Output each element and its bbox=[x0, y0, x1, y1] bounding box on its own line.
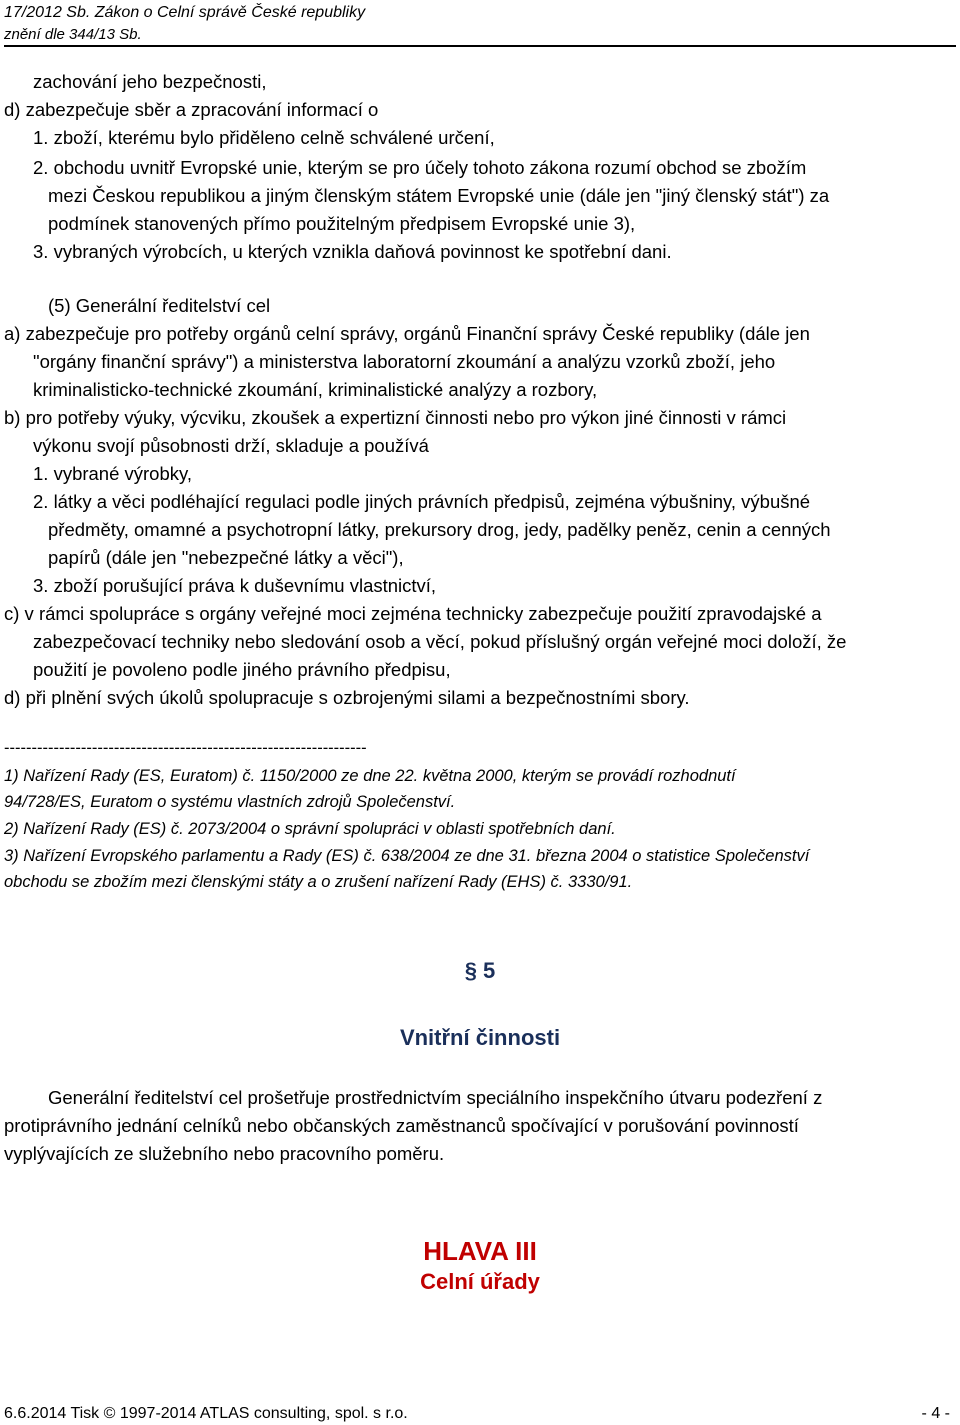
text-line: b) pro potřeby výuky, výcviku, zkoušek a expertizní činnosti nebo pro výkon jiné činnosti v rámci bbox=[4, 407, 787, 428]
footnote-1: 1) Nařízení Rady (ES, Euratom) č. 1150/2000 ze dne 22. května 2000, kterým se provádí rozhodnutí bbox=[4, 767, 736, 785]
document-title: 17/2012 Sb. Zákon o Celní správě České republiky bbox=[4, 4, 366, 21]
page-number: - 4 - bbox=[921, 1405, 950, 1422]
footer-print-info: 6.6.2014 Tisk © 1997-2014 ATLAS consulting, spol. s r.o. bbox=[4, 1405, 408, 1422]
text-line: a) zabezpečuje pro potřeby orgánů celní správy, orgánů Finanční správy České republiky (dále jen bbox=[4, 323, 810, 344]
text-line: kriminalisticko-technické zkoumání, kriminalistické analýzy a rozbory, bbox=[33, 379, 598, 400]
text-line: vyplývajících ze služebního nebo pracovního poměru. bbox=[4, 1143, 445, 1164]
text-line: zabezpečovací techniky nebo sledování osob a věcí, pokud příslušný orgán veřejné moci doloží, že bbox=[33, 631, 847, 652]
chapter-subtitle: Celní úřady bbox=[420, 1269, 540, 1294]
text-line: Generální ředitelství cel prošetřuje prostřednictvím speciálního inspekčního útvaru podezření z bbox=[48, 1087, 823, 1108]
text-line: 3. zboží porušující práva k duševnímu vlastnictví, bbox=[33, 575, 437, 596]
text-line: použití je povoleno podle jiného právního předpisu, bbox=[33, 659, 451, 680]
footnote-3-cont: obchodu se zbožím mezi členskými státy a o zrušení nařízení Rady (EHS) č. 3330/91. bbox=[4, 873, 633, 891]
text-line: podmínek stanovených přímo použitelným předpisem Evropské unie 3), bbox=[48, 213, 636, 234]
footnote-1-cont: 94/728/ES, Euratom o systému vlastních zdrojů Společenství. bbox=[4, 793, 456, 811]
text-line: "orgány finanční správy") a ministerstva laboratorní zkoumání a analýzu vzorků zboží, jeho bbox=[33, 351, 776, 372]
text-line: d) zabezpečuje sběr a zpracování informací o bbox=[4, 99, 379, 120]
footnote-2: 2) Nařízení Rady (ES) č. 2073/2004 o správní spolupráci v oblasti spotřebních daní. bbox=[4, 820, 616, 838]
text-line: mezi Českou republikou a jiným členským státem Evropské unie (dále jen "jiný členský stát") za bbox=[48, 185, 830, 206]
text-line: 1. zboží, kterému bylo přiděleno celně schválené určení, bbox=[33, 127, 495, 148]
text-line: výkonu svojí působnosti drží, skladuje a používá bbox=[33, 435, 429, 456]
text-line: 1. vybrané výrobky, bbox=[33, 463, 193, 484]
footnote-3: 3) Nařízení Evropského parlamentu a Rady (ES) č. 638/2004 ze dne 31. března 2004 o statistice Společenství bbox=[4, 847, 810, 865]
text-line: papírů (dále jen "nebezpečné látky a věci"), bbox=[48, 547, 404, 568]
page-header bbox=[4, 4, 956, 48]
document-version: znění dle 344/13 Sb. bbox=[4, 26, 142, 43]
text-line: d) při plnění svých úkolů spolupracuje s ozbrojenými silami a bezpečnostními sbory. bbox=[4, 687, 690, 708]
header-rule bbox=[4, 45, 956, 47]
text-line: předměty, omamné a psychotropní látky, prekursory drog, jedy, padělky peněz, cenin a cenných bbox=[48, 519, 831, 540]
text-line: 2. obchodu uvnitř Evropské unie, kterým se pro účely tohoto zákona rozumí obchod se zbožím bbox=[33, 157, 807, 178]
section-title: Vnitřní činnosti bbox=[399, 1025, 561, 1050]
text-line: c) v rámci spolupráce s orgány veřejné moci zejména technicky zabezpečuje použití zpravodajské a bbox=[4, 603, 822, 624]
text-line: zachování jeho bezpečnosti, bbox=[33, 71, 267, 92]
paragraph-heading: (5) Generální ředitelství cel bbox=[48, 295, 271, 316]
text-line: 2. látky a věci podléhající regulaci podle jiných právních předpisů, zejména výbušniny, výbušné bbox=[33, 491, 811, 512]
text-line: 3. vybraných výrobcích, u kterých vznikla daňová povinnost ke spotřební dani. bbox=[33, 241, 672, 262]
chapter-title: HLAVA III bbox=[423, 1236, 537, 1266]
section-number: § 5 bbox=[464, 958, 496, 983]
footnote-separator: ------------------------------------------------------------------ bbox=[4, 739, 367, 757]
text-line: protiprávního jednání celníků nebo občanských zaměstnanců spočívající v porušování povinností bbox=[4, 1115, 799, 1136]
